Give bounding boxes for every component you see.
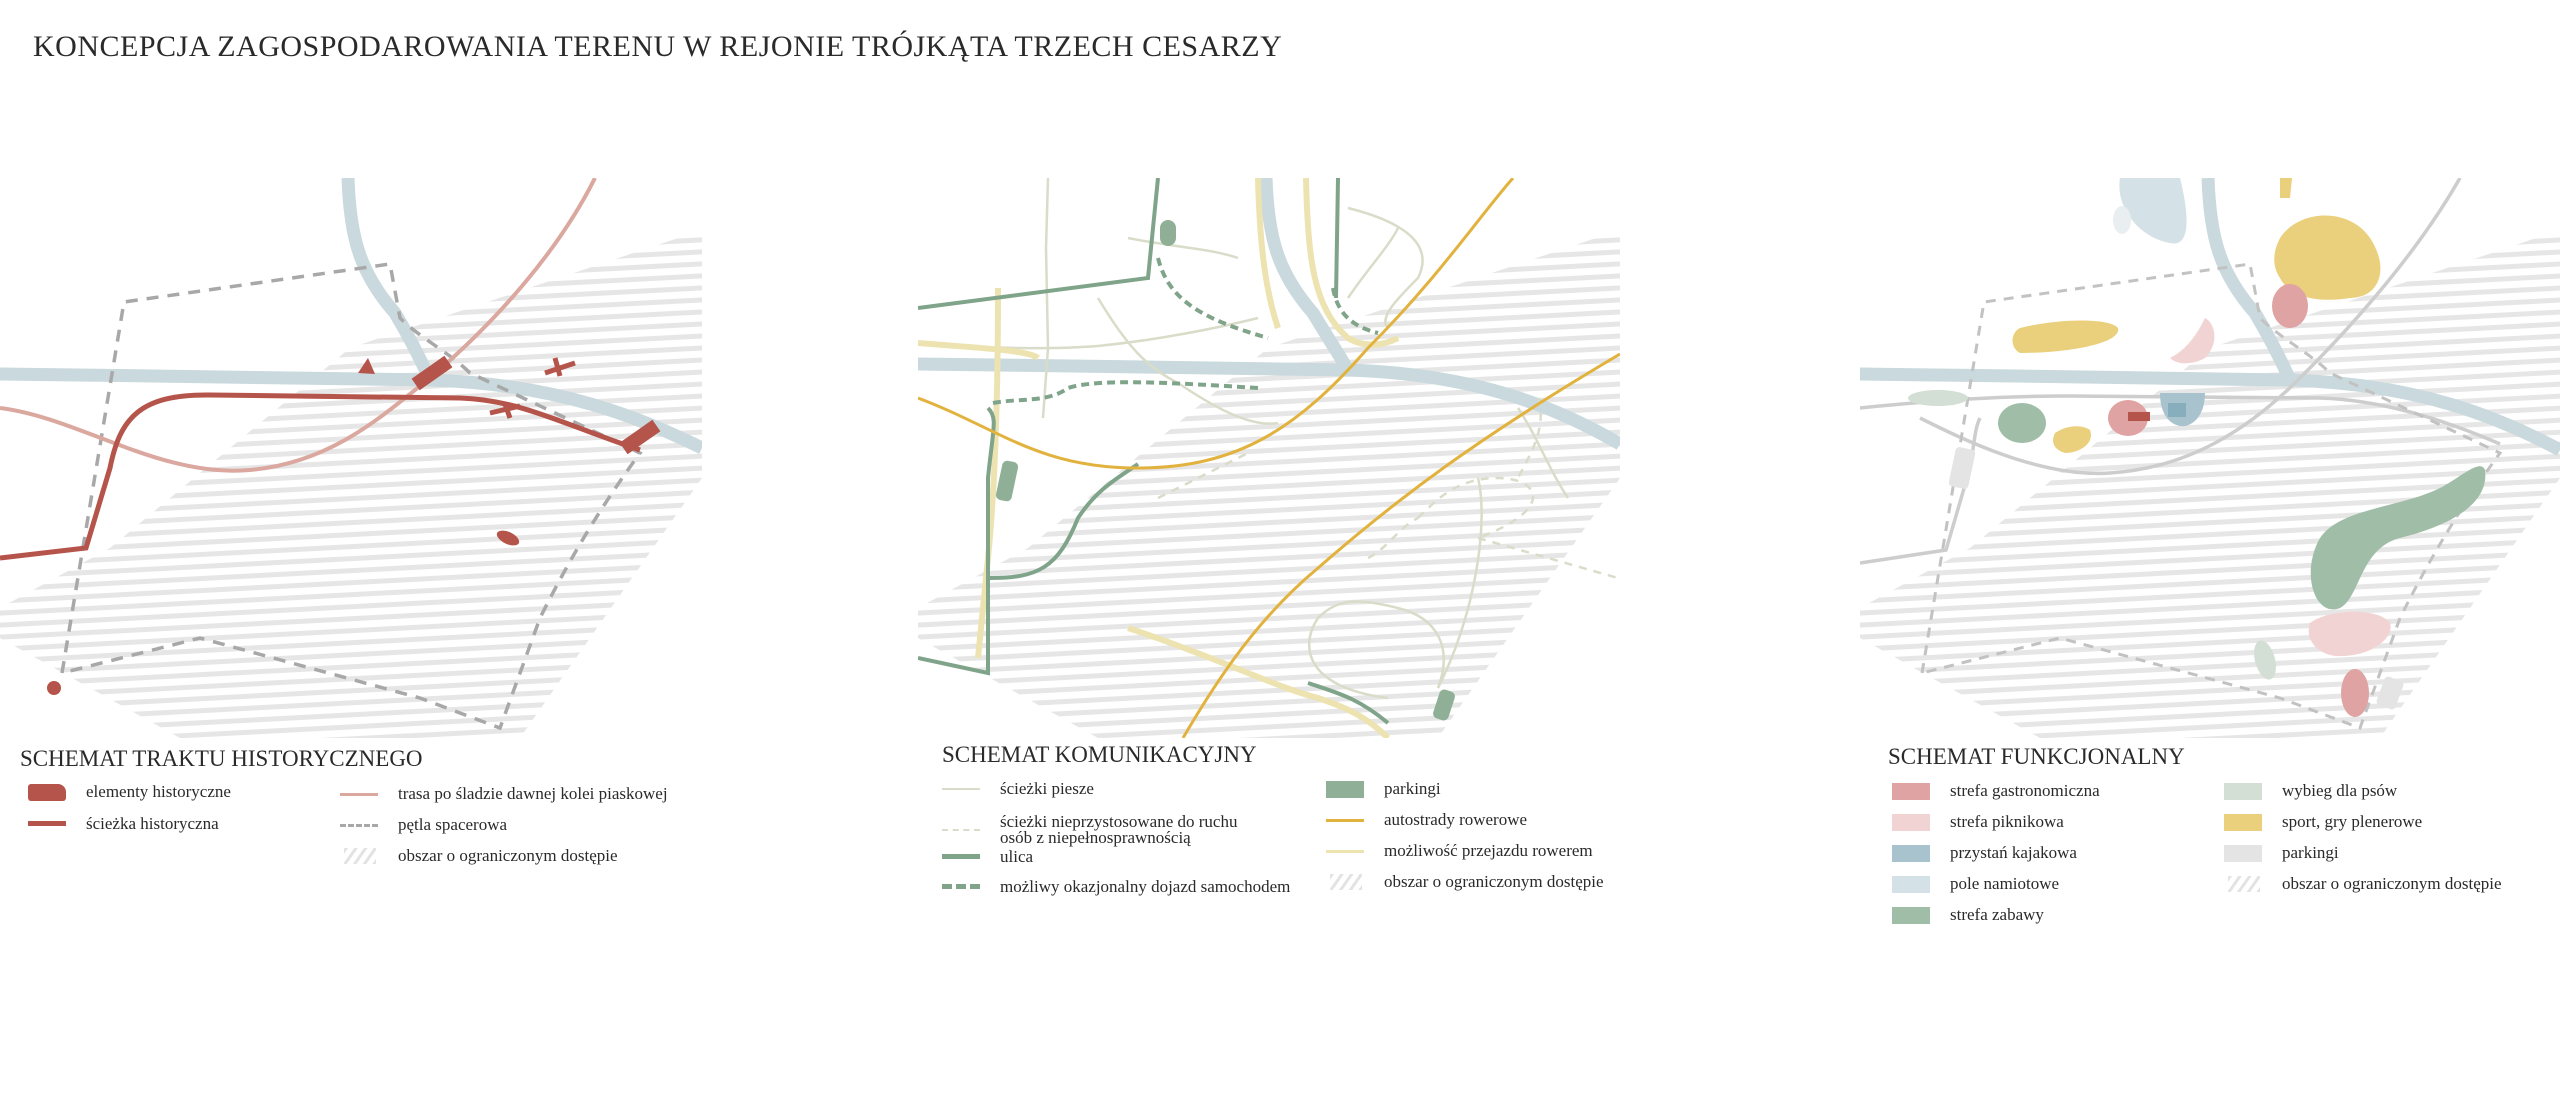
communication-map: [918, 178, 1620, 738]
parking: [1160, 220, 1176, 246]
legend-label: ulica: [1000, 847, 1034, 866]
legend-swatch: [1892, 874, 1932, 894]
sport-zone: [2053, 426, 2091, 453]
parking-zone: [1948, 446, 1976, 489]
occasional-car-access: [1158, 258, 1268, 338]
legend-item: [1892, 842, 2077, 864]
legend-swatch: [1892, 781, 1932, 801]
legend-label: ścieżki piesze: [1000, 779, 1094, 798]
legend-label: obszar o ograniczonym dostępie: [2282, 874, 2502, 893]
legend-swatch: [340, 815, 380, 835]
legend-label: strefa piknikowa: [1950, 812, 2064, 831]
legend-item: [2224, 842, 2339, 864]
legend-label: obszar o ograniczonym dostępie: [1384, 872, 1604, 891]
legend-item: [1892, 780, 2100, 802]
legend-item: [340, 814, 507, 836]
bike-possible-route: [918, 343, 1038, 358]
legend-item: [340, 783, 668, 805]
footpath: [918, 318, 1258, 348]
legend-label: parkingi: [2282, 843, 2339, 862]
legend-swatch: [2224, 781, 2264, 801]
legend-item: [1326, 809, 1527, 831]
legend-swatch: [340, 846, 380, 866]
legend-item: [1892, 811, 2064, 833]
street: [918, 178, 1158, 308]
functional-map: [1860, 178, 2560, 738]
legend-item: [1892, 904, 2044, 926]
legend-label: elementy historyczne: [86, 782, 231, 801]
legend-swatch: [942, 820, 982, 840]
legend-swatch: [28, 782, 68, 802]
legend-label: możliwy okazjonalny dojazd samochodem: [1000, 877, 1291, 896]
legend-label: wybieg dla psów: [2282, 781, 2398, 800]
legend-swatch: [1326, 810, 1366, 830]
legend-swatch: [942, 877, 982, 897]
legend-item: [942, 876, 1290, 898]
dog-run: [1908, 390, 1968, 406]
historic-element: [2128, 412, 2150, 421]
tent-field: [2113, 206, 2131, 234]
legend-label: możliwość przejazdu rowerem: [1384, 841, 1593, 860]
legend-swatch: [340, 784, 380, 804]
legend-label: parkingi: [1384, 779, 1441, 798]
legend-item: [2224, 780, 2397, 802]
legend-item: [28, 813, 219, 835]
play-zone: [1998, 403, 2046, 443]
legend-label: pętla spacerowa: [398, 815, 508, 834]
historic-element: [47, 681, 61, 695]
legend-item: [1892, 873, 2059, 895]
footpath: [1043, 178, 1048, 418]
legend-swatch: [942, 779, 982, 799]
sport-zone: [2280, 178, 2292, 198]
sport-zone: [2013, 321, 2119, 354]
legend-label: autostrady rowerowe: [1384, 810, 1528, 829]
legend-item: [1326, 840, 1593, 862]
footpath: [1128, 238, 1238, 258]
legend-item: [28, 781, 231, 803]
legend-item: [2224, 811, 2422, 833]
legend-swatch: [2224, 812, 2264, 832]
legend-label: ścieżka historyczna: [86, 814, 219, 833]
legend-item: [942, 846, 1033, 868]
legend-swatch: [1892, 843, 1932, 863]
legend-item: [942, 812, 1260, 848]
tent-field: [2119, 178, 2186, 244]
historic-map: [0, 178, 702, 738]
legend-item: [942, 778, 1094, 800]
legend-label: strefa gastronomiczna: [1950, 781, 2100, 800]
legend-swatch: [1326, 872, 1366, 892]
legend-swatch: [2224, 874, 2264, 894]
legend-item: [340, 845, 618, 867]
legend-swatch: [1892, 905, 1932, 925]
legend-item: [1326, 778, 1441, 800]
legend-label: obszar o ograniczonym dostępie: [398, 846, 618, 865]
legend-label: sport, gry plenerowe: [2282, 812, 2423, 831]
legend-swatch: [1326, 779, 1366, 799]
legend-label: strefa zabawy: [1950, 905, 2044, 924]
gastro-zone: [2341, 669, 2369, 717]
legend-title-historic: SCHEMAT TRAKTU HISTORYCZNEGO: [20, 746, 423, 771]
legend-title-communication: SCHEMAT KOMUNIKACYJNY: [942, 742, 1257, 767]
legend-swatch: [1892, 812, 1932, 832]
legend-label: przystań kajakowa: [1950, 843, 2077, 862]
legend-label: ścieżki nieprzystosowane do ruchu osób z niepełnosprawnością: [1000, 812, 1238, 847]
page-title: KONCEPCJA ZAGOSPODAROWANIA TERENU W REJONIE TRÓJKĄTA TRZECH CESARZY: [33, 30, 1283, 63]
legend-title-functional: SCHEMAT FUNKCJONALNY: [1888, 744, 2185, 769]
gastro-zone: [2272, 284, 2308, 328]
legend-swatch: [942, 847, 982, 867]
kayak-zone: [2168, 403, 2186, 417]
legend-swatch: [28, 814, 68, 834]
legend-item: [2224, 873, 2502, 895]
street: [1336, 178, 1338, 298]
parking: [995, 460, 1019, 502]
legend-label: pole namiotowe: [1950, 874, 2060, 893]
legend-item: [1326, 871, 1604, 893]
legend-swatch: [1326, 841, 1366, 861]
legend-swatch: [2224, 843, 2264, 863]
footpath: [1348, 228, 1398, 298]
legend-label: trasa po śladzie dawnej kolei piaskowej: [398, 784, 668, 803]
